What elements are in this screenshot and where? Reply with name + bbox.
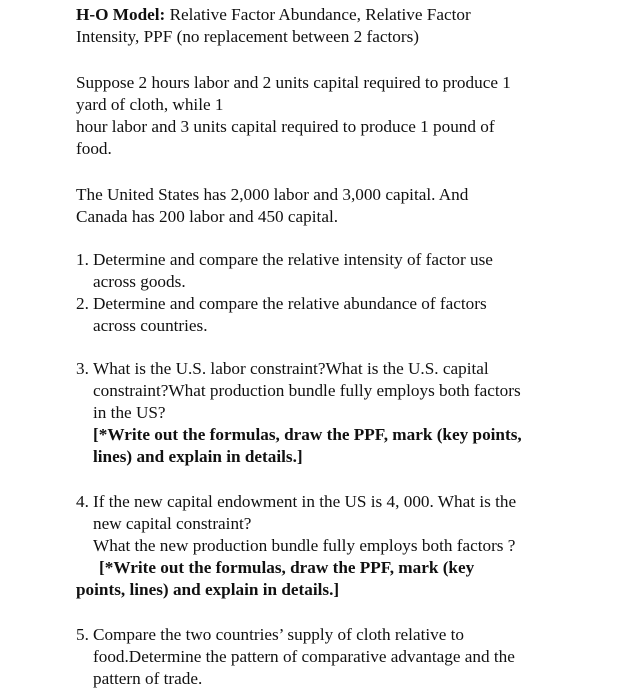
question-4-number: 4.	[76, 492, 89, 511]
endowments-line-2: Canada has 200 labor and 450 capital.	[76, 207, 339, 226]
question-1	[76, 249, 563, 293]
title-bold-prefix: H-O Model:	[76, 5, 166, 24]
title-line-1	[76, 4, 546, 26]
question-3-line-3: in the US?	[93, 403, 166, 422]
question-5-number: 5.	[76, 625, 89, 644]
intro-line-4: food.	[76, 139, 112, 158]
question-2-line-1: Determine and compare the relative abundance of factors	[93, 294, 487, 313]
question-4-line-2: new capital constraint?	[93, 514, 252, 533]
question-2-line-2: across countries.	[93, 316, 208, 335]
question-4	[76, 491, 563, 601]
question-3-line-1: What is the U.S. labor constraint?What is the U.S. capital	[93, 359, 489, 378]
question-1-number: 1.	[76, 250, 89, 269]
question-list	[76, 249, 639, 690]
title-line-2: Intensity, PPF (no replacement between 2 factors)	[76, 27, 420, 46]
question-2-number: 2.	[76, 294, 89, 313]
question-5-line-3: pattern of trade.	[93, 669, 203, 688]
question-3	[76, 358, 563, 468]
question-4-line-1: If the new capital endowment in the US is 4, 000. What is the	[93, 492, 517, 511]
question-3-instruction-line-1: [*Write out the formulas, draw the PPF, mark (key points,	[93, 425, 522, 444]
question-5-line-1: Compare the two countries’ supply of cloth relative to	[93, 625, 465, 644]
document-title	[76, 4, 546, 48]
question-2	[76, 293, 563, 337]
question-4-instruction-line-2: points, lines) and explain in details.]	[76, 580, 340, 599]
question-1-line-1: Determine and compare the relative intensity of factor use	[93, 250, 493, 269]
title-rest: Relative Factor Abundance, Relative Factor	[165, 5, 471, 24]
intro-line-2: yard of cloth, while 1	[76, 95, 224, 114]
question-4-instruction-line-1: [*Write out the formulas, draw the PPF, mark (key	[99, 558, 475, 577]
question-5	[76, 624, 563, 690]
question-3-line-2: constraint?What production bundle fully employs both factors	[93, 381, 521, 400]
question-3-number: 3.	[76, 359, 89, 378]
intro-line-3: hour labor and 3 units capital required to produce 1 pound of	[76, 117, 495, 136]
question-1-line-2: across goods.	[93, 272, 186, 291]
endowments-paragraph	[76, 184, 566, 228]
intro-paragraph	[76, 72, 566, 160]
question-3-instruction-line-2: lines) and explain in details.]	[93, 447, 303, 466]
question-4-line-3: What the new production bundle fully employs both factors ?	[93, 536, 516, 555]
intro-line-1: Suppose 2 hours labor and 2 units capital required to produce 1	[76, 73, 511, 92]
endowments-line-1: The United States has 2,000 labor and 3,000 capital. And	[76, 185, 469, 204]
question-5-line-2: food.Determine the pattern of comparative advantage and the	[93, 647, 515, 666]
